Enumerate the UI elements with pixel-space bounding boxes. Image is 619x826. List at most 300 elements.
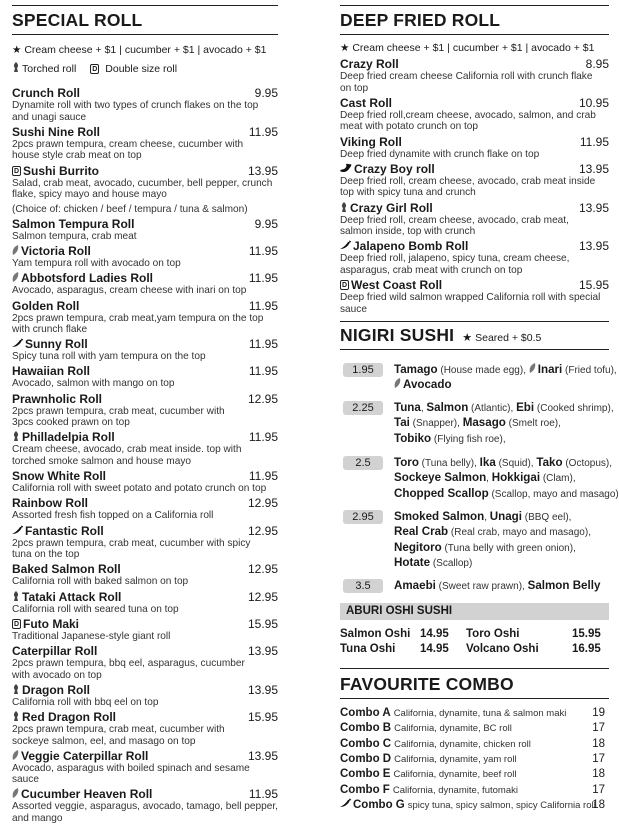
menu-item [12,683,278,709]
nigiri-fish-name: Negitoro [394,540,442,554]
menu-item-description: and unagi sauce [12,111,87,123]
menu-item-description: Traditional Japanese-style giant roll [12,630,171,642]
nigiri-rule [340,349,609,350]
nigiri-fish-name: Hotate [394,555,431,569]
menu-item-description: Avocado, asparagus, cream cheese with inari on top [12,285,247,297]
add-on-note: ★ Cream cheese + $1 | cucumber + $1 | avocado + $1 [12,44,267,56]
menu-item-description: house style crab meat on top [12,150,142,162]
menu-item-description: salmon inside, top with crunch [340,226,476,238]
combo-name: Combo G [353,798,405,811]
chili-pepper-icon [12,524,23,538]
torch-icon [12,430,20,444]
menu-item-name: Red Dragon Roll [22,709,117,724]
nigiri-fish-detail: (BBQ eel), [521,512,572,523]
nigiri-heading: NIGIRI SUSHI [340,325,455,345]
menu-item-name-row [12,430,278,444]
menu-item-name: Tataki Attack Roll [22,589,122,604]
menu-item-description: sockeye salmon, eel, and masago on top [12,735,196,747]
menu-item-name-row [12,787,278,801]
nigiri-fish-name: Tai [394,416,410,430]
nigiri-fish-detail: (Scallop, mayo and masago) [488,488,619,500]
menu-item-price: 11.95 [248,430,278,445]
menu-item-name: Rainbow Roll [12,496,88,511]
menu-item-description: 2pcs prawn tempura, bbq eel, asparagus, cucumber [12,657,245,669]
nigiri-fish-detail: (Snapper), [409,418,463,430]
menu-item [12,86,278,123]
menu-item-description: Cream cheese, avocado, crab meat inside. top with [12,444,242,456]
nigiri-fish-name: Salmon [426,401,469,414]
menu-item-name: Cucumber Heaven Roll [21,787,153,802]
menu-item [12,364,278,390]
menu-item-description: Dynamite roll with two types of crunch flakes on the top [12,100,259,111]
menu-item-description: Deep fried roll,cream cheese, avocado, salmon, and crab [340,109,596,121]
nigiri-line [394,455,613,471]
aburi-item-price: 16.95 [572,643,601,655]
combo-price: 17 [592,783,605,796]
deep-fried-add-on-note: ★ Cream cheese + $1 | cucumber + $1 | avocado + $1 [340,42,595,54]
menu-item [12,164,278,216]
nigiri-fish-name: Avocado [403,378,452,392]
menu-item-price: 11.95 [248,244,278,259]
nigiri-price-badge: 2.5 [343,456,383,470]
menu-item-price: 15.95 [247,709,278,724]
menu-item-name-row [12,617,278,631]
menu-item-name: Sushi Burrito [23,163,100,178]
combo-row [340,798,609,813]
nigiri-fish-name: Sockeye Salmon [394,471,487,485]
nigiri-line [394,431,609,447]
menu-item-description: Salmon tempura, crab meat [12,230,137,242]
menu-item-name: Golden Roll [12,298,80,313]
menu-item-name-row [340,162,609,176]
icon-legend [12,62,278,75]
menu-item [340,239,609,276]
aburi-item-price: 15.95 [572,628,601,640]
menu-item [12,710,278,747]
menu-item-price: 11.95 [248,469,278,484]
menu-item-price: 11.95 [579,134,609,149]
menu-item-description: Deep fried roll, jalapeno, spicy tuna, cream cheese, [340,253,570,265]
combo-price: 17 [592,722,605,735]
menu-item-description: 2pcs prawn tempura, crab meat, cucumber with [12,405,225,417]
nigiri-fish-detail: (Cooked shrimp), [534,403,614,414]
menu-item-description: Deep fried dynamite with crunch flake on top [340,148,540,160]
menu-item-name: Snow White Roll [12,469,106,484]
nigiri-line [394,400,614,416]
nigiri-fish-name: Amaebi [394,579,436,592]
menu-item-name: Cast Roll [340,95,393,110]
menu-item-price: 12.95 [247,562,278,577]
menu-item [12,469,278,495]
nigiri-fish-name: Ika [479,456,496,469]
menu-item-description: flake, spicy mayo and house mayo [12,189,167,201]
menu-item-name-row [12,469,278,483]
chili-pepper-icon [340,239,351,253]
menu-item-description: sauce [340,303,367,315]
legend-torched-label: Torched roll [22,62,77,75]
menu-item-price: 12.95 [247,496,278,511]
menu-item-description: meat with potato crunch on top [340,121,479,133]
menu-item [340,135,609,161]
menu-item-name: West Coast Roll [351,278,443,293]
menu-item-name-row [340,239,609,253]
special-roll-section [12,0,278,826]
menu-item-name: Victoria Roll [21,244,91,259]
nigiri-fish-detail: (Smelt roe), [505,418,561,430]
menu-item [12,271,278,297]
nigiri-line [394,415,609,431]
menu-item-price: 13.95 [247,643,278,658]
nigiri-fish-name: Masago [462,416,506,430]
special-roll-list [12,86,278,825]
combo-price: 18 [592,737,605,750]
menu-item-description: top with spicy tuna and crunch [340,187,476,199]
aburi-item-name: Toro Oshi [466,628,520,640]
menu-item [12,524,278,561]
menu-item-description: with crunch flake [12,324,88,336]
combo-name: Combo F [340,783,390,796]
menu-item-price: 11.95 [248,787,278,802]
nigiri-fish-name: Real Crab [394,525,449,539]
menu-item-name: Crunch Roll [12,86,80,100]
menu-item-description: Salad, crab meat, avocado, cucumber, bell pepper, crunch [12,177,273,189]
menu-item-name: Salmon Tempura Roll [12,216,135,231]
special-roll-rule [12,34,278,35]
menu-item-name-row [12,86,278,100]
section-top-rule [12,5,278,6]
menu-item [340,57,609,94]
menu-item-description: (Choice of: chicken / beef / tempura / tuna & salmon) [12,203,248,215]
menu-item-name-row [340,57,609,71]
menu-item-description: with avocado on top [12,669,102,681]
menu-item-name: Abbotsford Ladies Roll [21,271,153,286]
nigiri-fish-detail: (Scallop) [430,557,473,569]
nigiri-fish-detail: (Flying fish roe), [431,433,506,445]
menu-item-name-row [12,392,278,406]
menu-item-price: 12.95 [247,391,278,406]
menu-item-price: 13.95 [578,200,609,215]
combo-row [340,721,609,736]
combo-top-rule [340,668,609,669]
menu-item-name: Dragon Roll [22,682,90,697]
menu-item-name-row [340,96,609,110]
menu-item-description: 2pcs prawn tempura, crab meat,yam tempura on the top [12,312,264,324]
legend-double-label: Double size roll [105,62,178,75]
dragon-icon [340,162,352,176]
menu-item-name-row [340,201,609,215]
menu-item-description: Assorted veggie, asparagus, avocado, tamago, bell pepper, [12,801,278,813]
menu-item [340,278,609,315]
menu-item-name: Futo Maki [23,616,79,631]
aburi-item-name: Salmon Oshi [340,628,411,640]
menu-item-price: 9.95 [254,86,278,100]
menu-item-description: 2pcs prawn tempura, crab meat, cucumber with spicy [12,537,251,549]
deep-fried-heading: DEEP FRIED ROLL [340,10,501,30]
menu-item [12,299,278,336]
combo-rule [340,698,609,699]
leaf-icon [12,244,19,258]
leaf-icon [12,787,19,801]
nigiri-line [394,524,609,540]
nigiri-fish-name: Salmon Belly [527,579,601,592]
combo-price: 18 [592,768,605,781]
torch-icon [340,201,348,215]
menu-item-price: 11.95 [248,298,278,313]
menu-item-description: Deep fried roll, cream cheese, avocado, crab meat, [340,214,569,226]
menu-item-price: 13.95 [247,682,278,697]
nigiri-fish-detail: , [484,512,490,523]
menu-item-name: Baked Salmon Roll [12,562,121,577]
menu-item [12,590,278,616]
menu-item-description: California roll with baked salmon on top [12,576,189,588]
menu-item-name-row [12,337,278,351]
menu-item-name: Jalapeno Bomb Roll [353,239,469,254]
nigiri-fish-name: Ebi [516,401,535,414]
menu-item-name-row [340,135,609,149]
nigiri-fish-name: Tuna [394,401,421,414]
menu-item-name-row [12,524,278,538]
menu-item-description: Deep fried roll, cream cheese, avocado, crab meat inside [340,175,596,187]
aburi-item-name: Volcano Oshi [466,643,539,655]
menu-item-name: Viking Roll [340,134,402,149]
nigiri-fish-detail: (Tuna belly), [418,458,480,469]
menu-item-price: 13.95 [247,748,278,763]
menu-item-price: 15.95 [247,616,278,631]
nigiri-price-badge: 2.25 [343,401,383,415]
menu-item-name: Sushi Nine Roll [12,124,101,139]
menu-item-description: Assorted fresh fish topped on a California roll [12,510,214,522]
menu-item [340,162,609,199]
section-top-rule [340,5,609,6]
menu-item-name: Fantastic Roll [25,523,104,538]
menu-item [12,244,278,270]
combo-description: California, dynamite, BC roll [394,723,512,735]
menu-item-name-row [12,271,278,285]
menu-item-name: Crazy Roll [340,57,399,71]
menu-item-description: Yam tempura roll with avocado on top [12,258,181,270]
nigiri-fish-detail: (Fried tofu), [562,365,617,376]
nigiri-line [394,362,617,378]
chili-pepper-icon [340,798,351,813]
combo-name: Combo A [340,707,391,719]
nigiri-fish-name: Tobiko [394,431,432,445]
menu-item-description: and mango [12,813,63,825]
menu-item [12,787,278,824]
menu-item-name-row [12,683,278,697]
nigiri-fish-name: Chopped Scallop [394,486,489,500]
menu-item [340,96,609,133]
combo-description: spicy tuna, spicy salmon, spicy California roll [407,799,596,811]
menu-item-description: asparagus, crab meat with crunch on top [340,264,523,276]
menu-item-name-row [12,644,278,658]
nigiri-top-rule [340,321,609,322]
leaf-icon [394,377,401,392]
nigiri-fish-detail: (Squid), [495,458,537,469]
combo-row [340,737,609,752]
menu-item-name-row [12,562,278,576]
menu-item-price: 13.95 [578,161,609,176]
menu-item-price: 13.95 [578,239,609,254]
menu-item-price: 15.95 [578,278,609,293]
nigiri-line [394,578,609,594]
nigiri-fish-detail: (Tuna belly with green onion), [441,542,576,554]
deep-fried-list [340,57,609,315]
nigiri-header [340,325,609,346]
menu-item-name-row [12,164,278,178]
menu-item-description: on top [340,82,369,94]
menu-item-description: Deep fried cream cheese California roll with crunch flake [340,71,593,82]
nigiri-fish-name: Toro [394,456,419,469]
menu-item-description: Avocado, salmon with mango on top [12,378,175,390]
double-size-icon: D [92,65,98,73]
menu-item-price: 11.95 [248,271,278,286]
menu-item-description: California roll with bbq eel on top [12,696,159,708]
menu-item-price: 11.95 [248,364,278,379]
menu-item-description: 2pcs prawn tempura, cream cheese, cucumber with [12,138,244,150]
menu-item [12,644,278,681]
combo-row [340,706,609,721]
combo-name: Combo D [340,752,392,765]
menu-item-name: Sunny Roll [25,337,88,352]
menu-item-price: 11.95 [248,124,278,139]
leaf-icon [12,749,19,763]
torch-icon [12,683,20,697]
menu-item-description: Spicy tuna roll with yam tempura on the top [12,351,206,363]
menu-item-description: 2pcs prawn tempura, crab meat, cucumber with [12,723,225,735]
combo-name: Combo B [340,722,392,735]
nigiri-fish-detail: (Clam), [540,473,576,485]
menu-item-name-row [12,710,278,724]
nigiri-fish-name: Tako [536,456,563,469]
combo-price: 17 [592,752,605,765]
menu-item-price: 9.95 [254,216,278,231]
menu-item [12,392,278,429]
aburi-item-price: 14.95 [420,628,449,640]
menu-item-price: 13.95 [247,163,278,178]
double-size-icon: D [13,167,20,175]
torch-icon [12,62,20,75]
nigiri-fish-detail: (House made egg), [437,365,529,376]
leaf-icon [12,271,19,285]
nigiri-line [394,486,619,502]
menu-item-name-row [12,125,278,139]
combo-description: California, dynamite, yam roll [394,753,517,765]
menu-item-name-row [12,217,278,231]
nigiri-fish-detail: (Octopus), [562,458,613,469]
nigiri-section [340,321,619,592]
menu-item [12,617,278,643]
menu-item-name: Crazy Girl Roll [350,200,433,215]
combo-description: California, dynamite, chicken roll [394,738,531,750]
menu-item-price: 12.95 [247,523,278,538]
nigiri-price-badge: 1.95 [343,363,383,377]
menu-item-name: Hawaiian Roll [12,364,91,379]
menu-item-name-row [12,496,278,510]
menu-item-name-row [12,590,278,604]
combo-row [340,767,609,782]
menu-item-description: tuna on the top [12,549,80,561]
nigiri-fish-name: Tamago [394,363,438,376]
combo-price: 18 [592,798,605,811]
menu-item [12,217,278,243]
double-size-icon: D [341,282,348,290]
special-roll-heading: SPECIAL ROLL [12,10,143,30]
menu-item-price: 10.95 [578,95,609,110]
menu-item-name: Crazy Boy roll [354,161,435,176]
menu-item-name-row [12,749,278,763]
menu-item-price: 12.95 [247,589,278,604]
nigiri-fish-detail: (Atlantic), [468,403,517,414]
menu-item-price: 8.95 [585,57,609,71]
menu-item [12,562,278,588]
menu-item-name: Philladelpia Roll [22,430,115,445]
combo-name: Combo C [340,737,392,750]
menu-item-name-row [12,244,278,258]
nigiri-line [394,509,609,525]
leaf-icon [529,362,536,377]
aburi-banner: ABURI OSHI SUSHI [340,603,609,620]
nigiri-fish-detail: (Sweet raw prawn), [435,581,528,592]
combo-section [340,668,609,699]
nigiri-fish-detail: , [486,473,492,485]
menu-item [340,201,609,238]
menu-item-description: California roll with seared tuna on top [12,603,179,615]
menu-item-description: Avocado, asparagus with boiled spinach and sesame sauce [12,762,250,786]
menu-item-name-row [12,299,278,313]
menu-item-name-row [12,364,278,378]
nigiri-fish-detail: , [420,403,427,414]
combo-price: 19 [592,707,605,719]
menu-item [12,496,278,522]
menu-item-name-row [340,278,609,292]
double-size-icon: D [13,620,20,628]
menu-item-description: Deep fried wild salmon wrapped California roll with special [340,292,601,304]
nigiri-fish-name: Hokkigai [491,471,541,485]
menu-item-description: torched smoke salmon and house mayo [12,456,191,468]
menu-item-name: Veggie Caterpillar Roll [21,748,149,763]
menu-item [12,125,278,162]
right-column [340,0,619,811]
nigiri-line [394,470,609,486]
nigiri-line [394,377,609,392]
nigiri-line [394,555,609,571]
aburi-item-price: 14.95 [420,643,449,655]
star-icon: ★ [462,332,473,344]
nigiri-fish-name: Unagi [489,510,522,523]
seared-note: Seared + $0.5 [475,332,542,344]
menu-item-name: Caterpillar Roll [12,643,98,658]
combo-description: California, dynamite, beef roll [393,769,517,781]
combo-name: Combo E [340,768,391,781]
combo-description: California, dynamite, tuna & salmon maki [393,708,567,719]
combo-heading: FAVOURITE COMBO [340,674,514,694]
nigiri-fish-detail: (Real crab, mayo and masago), [448,527,591,539]
aburi-item-name: Tuna Oshi [340,643,396,655]
nigiri-fish-name: Smoked Salmon [394,510,485,523]
chili-pepper-icon [12,337,23,351]
combo-row [340,783,609,798]
nigiri-price-badge: 3.5 [343,579,383,593]
menu-item [12,430,278,467]
menu-item-description: California roll with sweet potato and potato crunch on top [12,483,267,495]
torch-icon [12,590,20,604]
combo-description: California, dynamite, futomaki [392,784,518,796]
menu-item-price: 11.95 [248,337,278,352]
nigiri-fish-name: Inari [537,363,563,376]
menu-item-description: 3pcs cooked prawn on top [12,417,130,429]
menu-item-name: Prawnholic Roll [12,391,103,406]
torch-icon [12,710,20,724]
